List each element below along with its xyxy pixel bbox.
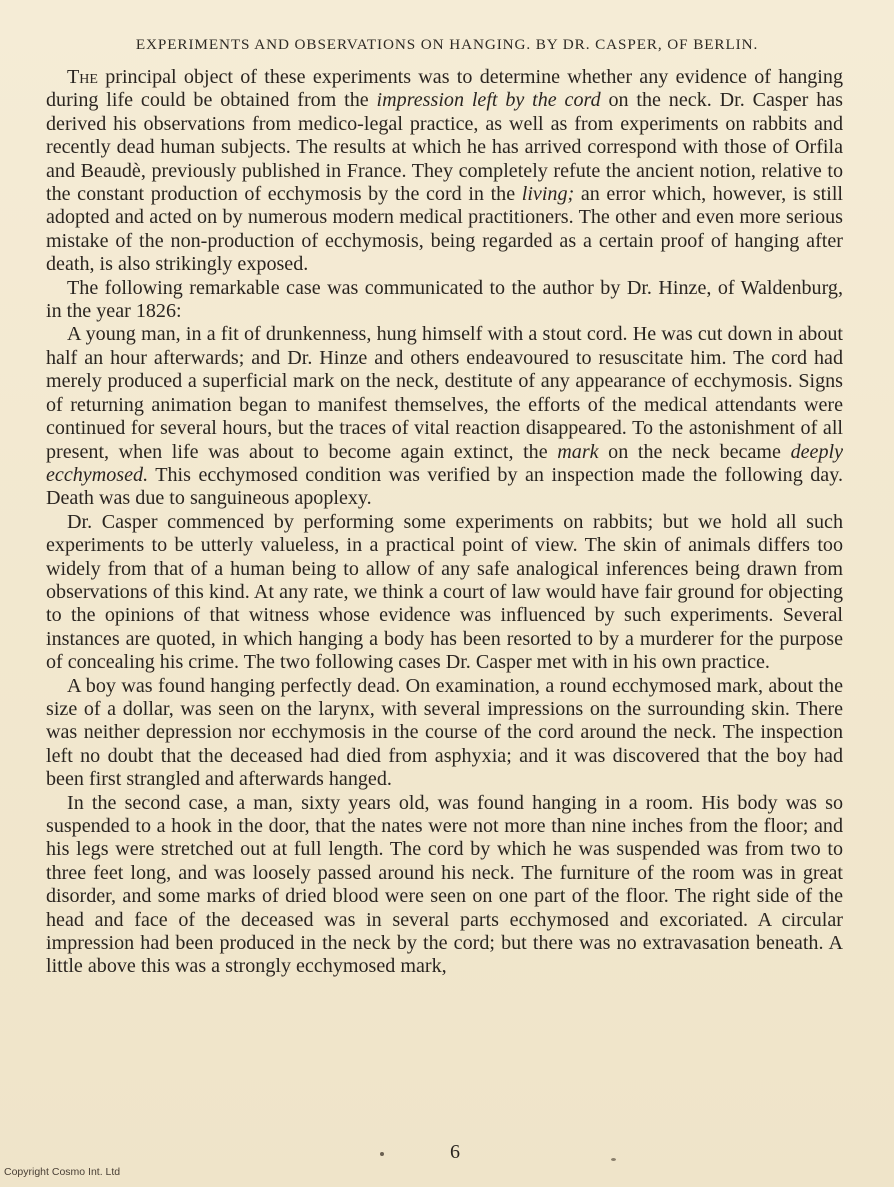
text-run: The following remarkable case was communicated to the author by Dr. Hinze, of Waldenburg, in the year 1826: [46,276,843,323]
text-run: on the neck became [598,440,791,463]
paragraph-opening-word: The [67,66,98,88]
article-body [46,66,843,979]
print-speck [611,1158,616,1161]
text-run: principal object of these experiments was to determine whether any evidence of hanging during life could be obtained from the [46,66,843,112]
italic-phrase: deeply ecchymosed. [46,440,843,486]
paragraph [46,66,843,277]
text-run: A young man, in a fit of drunkenness, hung himself with a stout cord. He was cut down in about half an hour afterwards; and Dr. Hinze and others endeavoured to resuscitate him. The cord had merely produced a superficial mark on the neck, destitute of any appearance of ecchymosis. Signs of returning animation began to manifest themselves, the efforts of the medical attendants were continued for several hours, but the traces of vital reaction disappeared. To the astonishment of all present, when life was about to become again extinct, the [46,323,843,463]
italic-phrase: living; [521,183,575,206]
paragraph [46,792,843,979]
text-run: A boy was found hanging perfectly dead. On examination, a round ecchymosed mark, about the size of a dollar, was seen on the larynx, with several impressions on the surrounding skin. There was neither depression nor ecchymosis in the course of the cord around the neck. The inspection left no doubt that the deceased had died from asphyxia; and it was discovered that the boy had been first strangled and afterwards hanged. [46,674,843,791]
paragraph [46,511,843,675]
paragraph [46,277,843,324]
text-run: an error which, however, is still adopted and acted on by numerous modern medical practitioners. The other and even more serious mistake of the non-production of ecchymosis, being regarded as a certain proof of hanging after death, is also strikingly exposed. [46,183,843,276]
text-run: Dr. Casper commenced by performing some experiments on rabbits; but we hold all such experiments to be utterly valueless, in a practical point of view. The skin of animals differs too widely from that of a human being to allow of any safe analogical inferences being drawn from observations of this kind. At any rate, we think a court of law would have fair ground for objecting to the opinions of that witness whose evidence was influenced by such experiments. Several instances are quoted, in which hanging a body has been resorted to by a murderer for the purpose of concealing his crime. The two following cases Dr. Casper met with in his own practice. [46,510,843,674]
text-run: This ecchymosed condition was verified by an inspection made the following day. Death was due to sanguineous apoplexy. [46,463,843,510]
italic-phrase: impression left by the cord [376,89,601,112]
paragraph [46,323,843,510]
copyright-notice: Copyright Cosmo Int. Ltd [4,1166,121,1178]
running-head: EXPERIMENTS AND OBSERVATIONS ON HANGING. BY DR. CASPER, OF BERLIN. [135,36,759,53]
text-run: on the neck. Dr. Casper has derived his observations from medico-legal practice, as well as from experiments on rabbits and recently dead human subjects. The results at which he has arrived correspond with those of Orfila and Beaudè, previously published in France. They completely refute the ancient notion, relative to the constant production of ecchymosis by the cord in the [46,89,843,206]
italic-phrase: mark [557,440,599,463]
text-run: In the second case, a man, sixty years old, was found hanging in a room. His body was so suspended to a hook in the door, that the nates were not more than nine inches from the floor; and his legs were stretched out at full length. The cord by which he was suspended was from two to three feet long, and was loosely passed around his neck. The furniture of the room was in great disorder, and some marks of dried blood were seen on one part of the floor. The right side of the head and face of the deceased was in several parts ecchymosed and excoriated. A circular impression had been produced in the neck by the cord; but there was no extravasation beneath. A little above this was a strongly ecchymosed mark, [46,791,843,978]
paragraph [46,675,843,792]
page-number: 6 [450,1141,460,1163]
